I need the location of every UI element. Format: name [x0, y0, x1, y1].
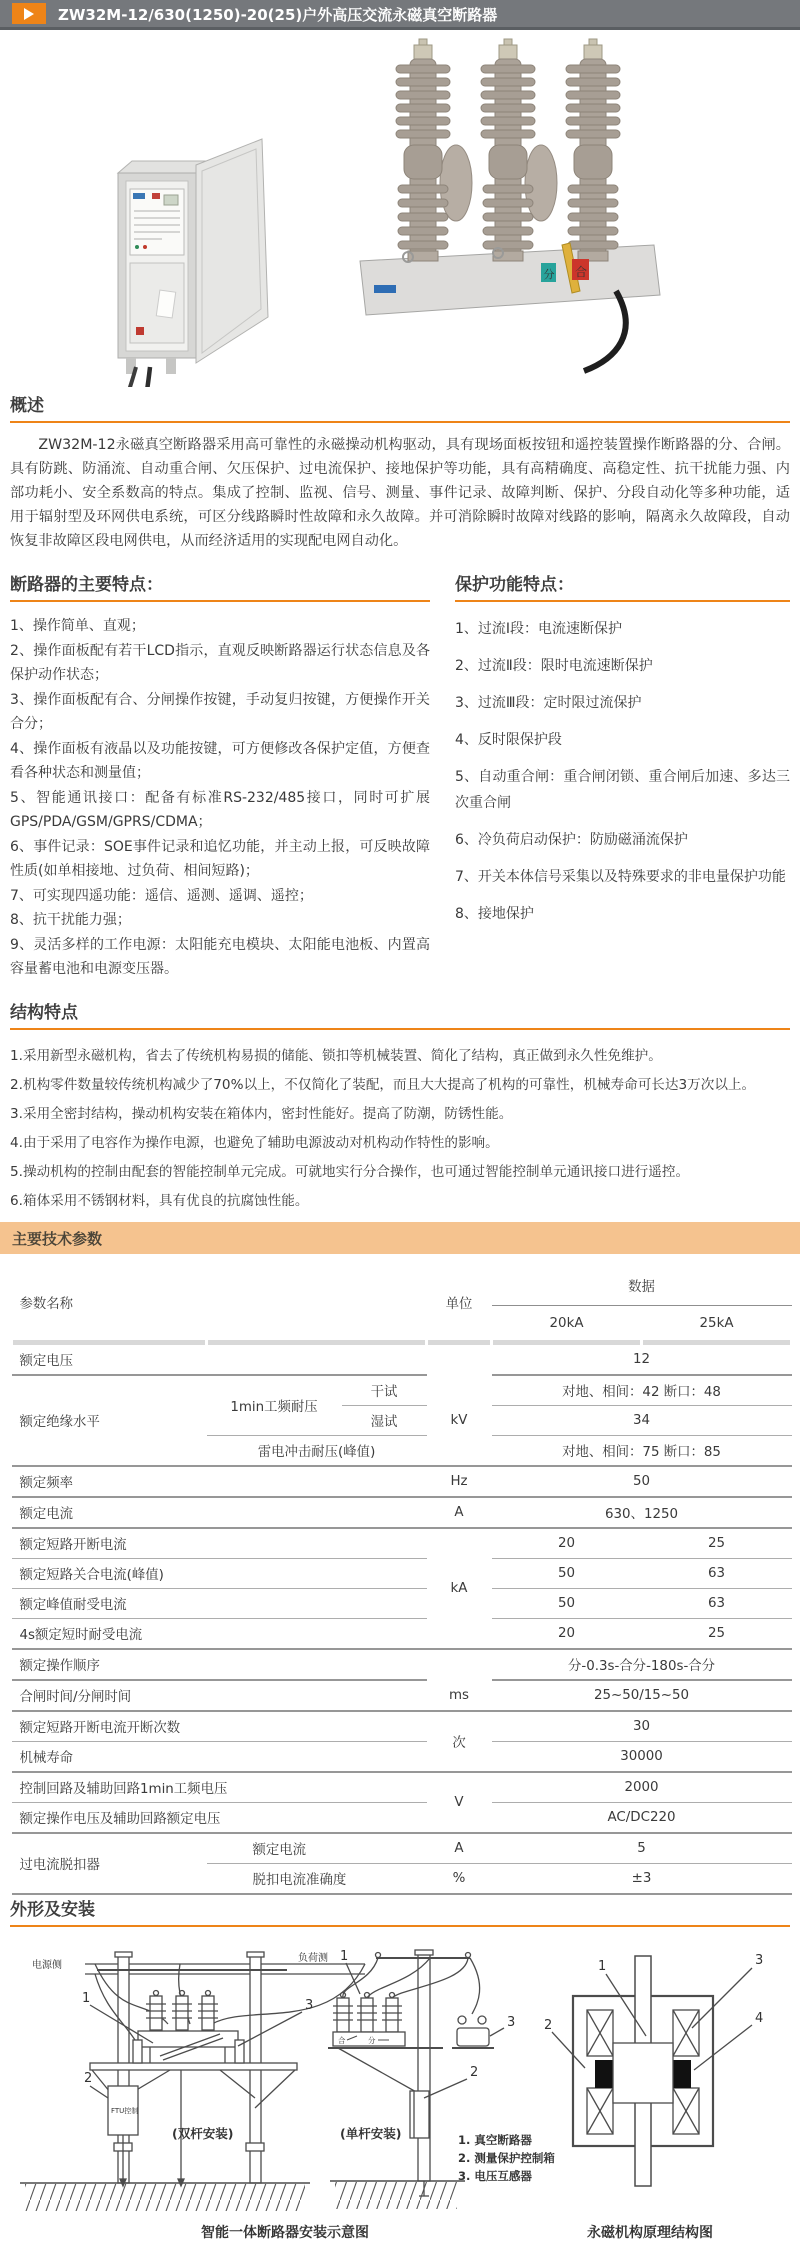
overview-heading: 概述: [10, 396, 44, 416]
breaker-features-section: [10, 570, 430, 982]
accent-divider: [10, 421, 790, 423]
installation-heading: 外形及安装: [10, 1900, 95, 1920]
callout-number: 1: [598, 1959, 607, 1974]
table-row: [12, 1466, 792, 1497]
value-cell: 12: [492, 1345, 792, 1375]
param-name-cell: 额定操作电压及辅助回路额定电压: [12, 1803, 427, 1834]
protection-features-section: [455, 570, 790, 938]
protection-features-list: [455, 616, 790, 927]
legend-item: 1. 真空断路器: [458, 2133, 532, 2147]
accent-divider: [10, 600, 430, 602]
structure-heading: 结构特点: [10, 1003, 78, 1023]
param-name-cell: 机械寿命: [12, 1742, 427, 1773]
param-name-cell: 额定频率: [12, 1466, 427, 1497]
value-cell: 25: [642, 1528, 792, 1559]
feature-item: 3、操作面板配有合、分闸操作按键，手动复归按键，方便操作开关合分；: [10, 691, 430, 732]
title-bar: [0, 0, 800, 30]
feature-item: 9、灵活多样的工作电源：太阳能充电模块、太阳能电池板、内置高容量蓄电池和电源变压器。: [10, 936, 430, 977]
structure-item: 5.操动机构的控制由配套的智能控制单元完成。可就地实行分合操作，也可通过智能控制单元通讯接口进行遥控。: [10, 1164, 690, 1180]
parameters-banner: [0, 1222, 800, 1254]
sub-param-cell: 干试: [342, 1375, 427, 1406]
label-load-side: 负荷测: [298, 1953, 328, 1964]
parameters-banner-label: 主要技术参数: [12, 1230, 103, 1248]
value-cell: 25: [642, 1619, 792, 1650]
value-cell: 30: [492, 1711, 792, 1742]
table-row: [12, 1375, 792, 1406]
unit-cell: ms: [427, 1680, 492, 1711]
param-name-cell: 额定电压: [12, 1345, 427, 1375]
page-title: ZW32M-12/630(1250)-20(25)户外高压交流永磁真空断路器: [58, 6, 498, 24]
parameters-table: [10, 1262, 793, 1895]
table-row: [12, 1680, 792, 1711]
structure-item: 6.箱体采用不锈钢材料，具有优良的抗腐蚀性能。: [10, 1193, 309, 1209]
sub-param-cell: 脱扣电流准确度: [207, 1864, 427, 1895]
sub-param-cell: 雷电冲击耐压(峰值): [207, 1436, 427, 1467]
feature-item: 8、抗干扰能力强；: [10, 912, 131, 928]
value-cell: 34: [492, 1406, 792, 1436]
value-cell: 63: [642, 1559, 792, 1589]
value-cell: 30000: [492, 1742, 792, 1773]
unit-cell: Hz: [427, 1466, 492, 1497]
structure-item: 2.机构零件数量较传统机构减少了70%以上，不仅简化了装配，而且大大提高了机构的可靠性，机械寿命可长达3万次以上。: [10, 1077, 756, 1093]
caption-installation-diagram: 智能一体断路器安装示意图: [201, 2225, 369, 2241]
callout-number: 1: [82, 1991, 91, 2006]
table-row: [12, 1589, 792, 1619]
param-name-cell: 过电流脱扣器: [12, 1833, 207, 1894]
caption-mechanism-diagram: 永磁机构原理结构图: [587, 2225, 713, 2241]
unit-cell: %: [427, 1864, 492, 1895]
table-row: [12, 1649, 792, 1680]
param-name-cell: 额定电流: [12, 1497, 427, 1528]
table-row: [12, 1497, 792, 1528]
table-row: [12, 1619, 792, 1650]
unit-cell: V: [427, 1772, 492, 1833]
sub-param-cell: 额定电流: [207, 1833, 427, 1864]
label-source-side: 电源侧: [32, 1960, 62, 1971]
protection-item: 4、反时限保护段: [455, 732, 562, 748]
value-cell: 2000: [492, 1772, 792, 1803]
overview-section: [10, 391, 790, 553]
value-cell: 对地、相间：42 断口：48: [492, 1375, 792, 1406]
value-cell: 5: [492, 1833, 792, 1864]
product-photo-control-cabinet: [100, 105, 275, 387]
ftu-box-label: FTU控制: [111, 2107, 139, 2115]
accent-divider: [10, 1028, 790, 1030]
callout-number: 2: [544, 2018, 553, 2033]
table-row: [12, 1559, 792, 1589]
callout-number: 4: [755, 2011, 764, 2026]
value-cell: 630、1250: [492, 1497, 792, 1528]
protection-item: 3、过流Ⅲ段：定时限过流保护: [455, 695, 642, 711]
header-25ka: 25kA: [699, 1315, 734, 1331]
unit-cell: 次: [427, 1711, 492, 1772]
protection-item: 8、接地保护: [455, 906, 534, 922]
feature-item: 5、智能通讯接口：配备有标准RS-232/485接口，同时可扩展GPS/PDA/GSM/GPRS/CDMA；: [10, 789, 430, 830]
param-name-cell: 4s额定短时耐受电流: [12, 1619, 427, 1650]
legend-item: 3. 电压互感器: [458, 2169, 532, 2183]
pole-note: (双杆安装): [172, 2126, 234, 2141]
value-cell: 分-0.3s-合分-180s-合分: [492, 1649, 792, 1680]
header-unit: 单位: [445, 1297, 473, 1312]
breaker-close-sign-label: 合: [575, 265, 588, 279]
breaker-open-sign-label: 分: [543, 268, 555, 281]
value-cell: 20: [492, 1619, 642, 1650]
header-data: 数据: [492, 1262, 792, 1306]
callout-number: 3: [507, 2015, 516, 2030]
param-name-cell: 额定短路关合电流(峰值): [12, 1559, 427, 1589]
protection-item: 2、过流Ⅱ段：限时电流速断保护: [455, 658, 653, 674]
unit-cell: A: [427, 1497, 492, 1528]
product-photo-breaker: [348, 33, 670, 388]
param-name-cell: 额定短路开断电流: [12, 1528, 427, 1559]
table-header-row: [12, 1262, 792, 1306]
table-row: [12, 1803, 792, 1834]
table-row: [12, 1345, 792, 1375]
accent-divider: [10, 1925, 790, 1927]
value-cell: 对地、相间：75 断口：85: [492, 1436, 792, 1467]
unit-cell: [427, 1345, 492, 1375]
breaker-features-list: [10, 614, 430, 982]
breaker-open-mark: 分: [368, 2036, 376, 2045]
structure-item: 1.采用新型永磁机构，省去了传统机构易损的储能、锁扣等机械装置、简化了结构，真正做到永久性免维护。: [10, 1048, 662, 1064]
header-param-name: 参数名称: [19, 1297, 74, 1312]
callout-number: 2: [470, 2065, 479, 2080]
structure-section: [10, 998, 790, 1216]
unit-cell: kA: [427, 1528, 492, 1649]
feature-item: 2、操作面板配有若干LCD指示，直观反映断路器运行状态信息及各保护动作状态；: [10, 642, 430, 683]
breaker-features-heading: 断路器的主要特点：: [10, 575, 163, 595]
param-name-cell: 额定操作顺序: [12, 1649, 427, 1680]
callout-number: 1: [340, 1949, 349, 1964]
protection-item: 7、开关本体信号采集以及特殊要求的非电量保护功能: [455, 869, 786, 885]
feature-item: 6、事件记录：SOE事件记录和追忆功能，并主动上报，可反映故障性质(如单相接地、过负荷、相间短路)；: [10, 838, 430, 879]
installation-diagrams: [10, 1948, 790, 2220]
value-cell: 63: [642, 1589, 792, 1619]
feature-item: 7、可实现四遥功能：遥信、遥测、遥调、遥控；: [10, 887, 313, 904]
structure-item: 4.由于采用了电容作为操作电源，也避免了辅助电源波动对机构动作特性的影响。: [10, 1135, 499, 1151]
param-name-cell: 合闸时间/分闸时间: [12, 1680, 427, 1711]
structure-list: [10, 1042, 790, 1216]
param-name-cell: 控制回路及辅助回路1min工频电压: [12, 1772, 427, 1803]
value-cell: 50: [492, 1589, 642, 1619]
protection-item: 6、冷负荷启动保护：防励磁涌流保护: [455, 832, 688, 848]
value-cell: 50: [492, 1466, 792, 1497]
protection-item: 5、自动重合闸：重合闸闭锁、重合闸后加速、多达三次重合闸: [455, 769, 790, 811]
unit-cell: A: [427, 1833, 492, 1864]
protection-item: 1、过流Ⅰ段：电流速断保护: [455, 621, 623, 637]
value-cell: 50: [492, 1559, 642, 1589]
structure-item: 3.采用全密封结构，操动机构安装在箱体内，密封性能好。提高了防潮，防锈性能。: [10, 1106, 513, 1122]
param-name-cell: 额定短路开断电流开断次数: [12, 1711, 427, 1742]
sub-param-cell: 1min工频耐压: [207, 1375, 342, 1436]
overview-paragraph: ZW32M-12永磁真空断路器采用高可靠性的永磁操动机构驱动，具有现场面板按钮和遥控装置操作断路器的分、合闸。具有防跳、防涌流、自动重合闸、欠压保护、过电流保护、接地保护等功能，具有高精确度、高稳定性、抗干扰能力强、内部功耗小、安全系数高的特点。集成了控制、监视、信号、测量、事件记录、故障判断、保护、分段自动化等多种功能，适用于辐射型及环网供电系统，可区分线路瞬时性故障和永久故障。并可消除瞬时故障对线路的影响，隔离永久故障段，自动恢复非故障区段电网供电，从而经济适用的实现配电网自动化。: [10, 437, 790, 549]
pole-note: (单杆安装): [340, 2126, 402, 2141]
table-row: [12, 1833, 792, 1864]
callout-number: 2: [84, 2071, 93, 2086]
table-row: [12, 1528, 792, 1559]
feature-item: 4、操作面板有液晶以及功能按键，可方便修改各保护定值，方便查看各种状态和测量值；: [10, 740, 430, 781]
table-row: [12, 1772, 792, 1803]
unit-cell: kV: [427, 1375, 492, 1466]
installation-section: [10, 1895, 790, 1927]
play-arrow-icon: [12, 3, 46, 24]
value-cell: 20: [492, 1528, 642, 1559]
value-cell: ±3: [492, 1864, 792, 1895]
callout-number: 3: [755, 1953, 764, 1968]
callout-number: 3: [305, 1998, 314, 2013]
unit-cell: [427, 1649, 492, 1680]
param-name-cell: 额定峰值耐受电流: [12, 1589, 427, 1619]
value-cell: 25~50/15~50: [492, 1680, 792, 1711]
feature-item: 1、操作简单、直观；: [10, 618, 145, 634]
sub-param-cell: 湿试: [342, 1406, 427, 1436]
breaker-close-mark: 合: [338, 2036, 346, 2045]
table-row: [12, 1742, 792, 1773]
value-cell: AC/DC220: [492, 1803, 792, 1834]
accent-divider: [455, 600, 790, 602]
protection-features-heading: 保护功能特点：: [455, 575, 574, 595]
table-row: [12, 1711, 792, 1742]
legend-item: 2. 测量保护控制箱: [458, 2151, 555, 2165]
header-20ka: 20kA: [549, 1315, 584, 1331]
param-name-cell: 额定绝缘水平: [12, 1375, 207, 1466]
